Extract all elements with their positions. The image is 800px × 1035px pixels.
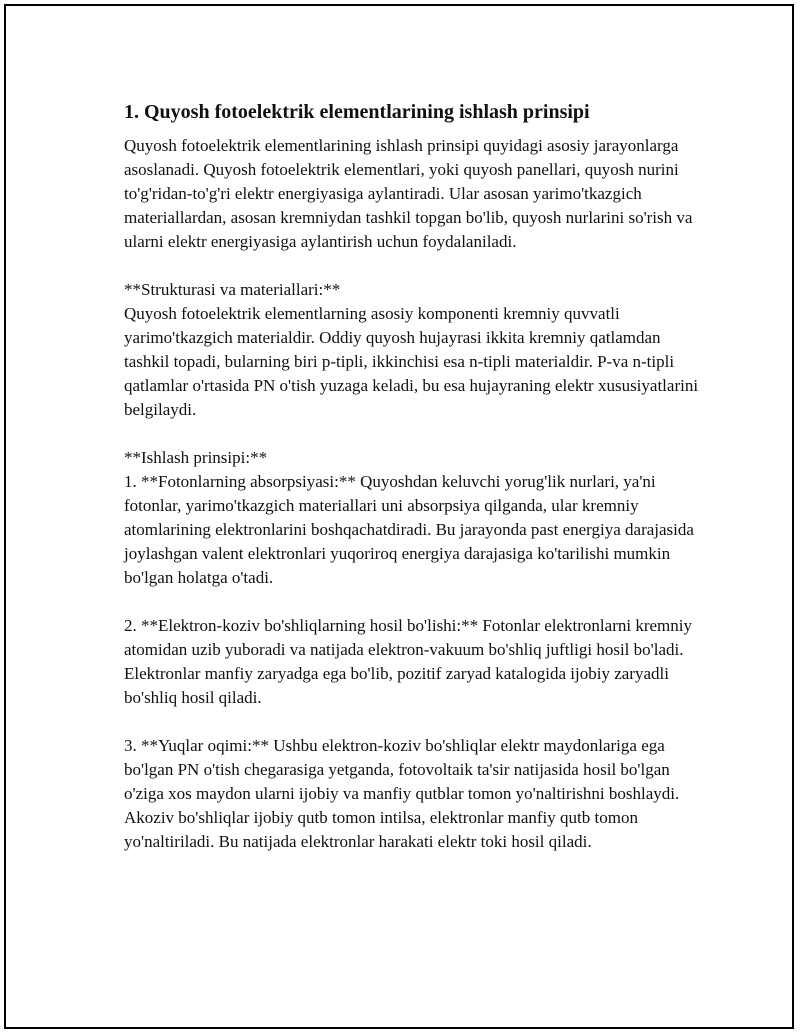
paragraph-gap <box>124 590 706 614</box>
paragraph-gap <box>124 254 706 278</box>
paragraph-gap <box>124 422 706 446</box>
intro-paragraph: Quyosh fotoelektrik elementlarining ishlash prinsipi quyidagi asosiy jarayonlarga asoslanadi. Quyosh fotoelektrik elementlari, yoki quyosh panellari, quyosh nurini to'g'ridan-to'g'ri elektr energiyasiga aylantiradi. Ular asosan yarimo'tkazgich materiallardan, asosan kremniydan tashkil topgan bo'lib, quyosh nurlarini so'rish va ularni elektr energiyasiga aylantirish uchun foydalaniladi. <box>124 136 693 251</box>
page-title: 1. Quyosh fotoelektrik elementlarining ishlash prinsipi <box>124 101 590 123</box>
page-frame <box>4 4 794 1029</box>
list-item-current-flow: 3. **Yuqlar oqimi:** Ushbu elektron-koziv bo'shliqlar elektr maydonlariga ega bo'lgan PN o'tish chegarasiga yetganda, fotovoltaik ta'sir natijasida hosil bo'lgan o'ziga xos maydon ularni ijobiy va manfiy qutblar tomon yo'naltirishni boshlaydi. Akoziv bo'shliqlar ijobiy qutb tomon intilsa, elektronlar manfiy qutb tomon yo'naltiriladi. Bu natijada elektronlar harakati elektr toki hosil qiladi. <box>124 736 680 851</box>
list-item-photon-absorption: 1. **Fotonlarning absorpsiyasi:** Quyoshdan keluvchi yorug'lik nurlari, ya'ni fotonlar, yarimo'tkazgich materiallari uni absorpsiya qilganda, ular kremniy atomlarining elektronlarini boshqachatdiradi. Bu jarayonda past energiya darajasida joylashgan valent elektronlari yuqoriroq energiya darajasiga ko'tarilishi mumkin bo'lgan holatga o'tadi. <box>124 472 694 587</box>
structure-paragraph: Quyosh fotoelektrik elementlarning asosiy komponenti kremniy quvvatli yarimo'tkazgich materialdir. Oddiy quyosh hujayrasi ikkita kremniy qatlamdan tashkil topadi, bularning biri p-tipli, ikkinchisi esa n-tipli materialdir. P-va n-tipli qatlamlar o'rtasida PN o'tish yuzaga keladi, bu esa hujayraning elektr xususiyatlarini belgilaydi. <box>124 304 699 419</box>
principle-heading: **Ishlash prinsipi:** <box>124 448 268 467</box>
structure-heading: **Strukturasi va materiallari:** <box>124 280 341 299</box>
document-body <box>124 98 706 854</box>
list-item-electron-hole: 2. **Elektron-koziv bo'shliqlarning hosil bo'lishi:** Fotonlar elektronlarni kremniy atomidan uzib yuboradi va natijada elektron-vakuum bo'shliq juftligi hosil bo'ladi. Elektronlar manfiy zaryadga ega bo'lib, pozitif zaryad katalogida ijobiy zaryadli bo'shliq hosil qiladi. <box>124 616 692 707</box>
paragraph-gap <box>124 710 706 734</box>
